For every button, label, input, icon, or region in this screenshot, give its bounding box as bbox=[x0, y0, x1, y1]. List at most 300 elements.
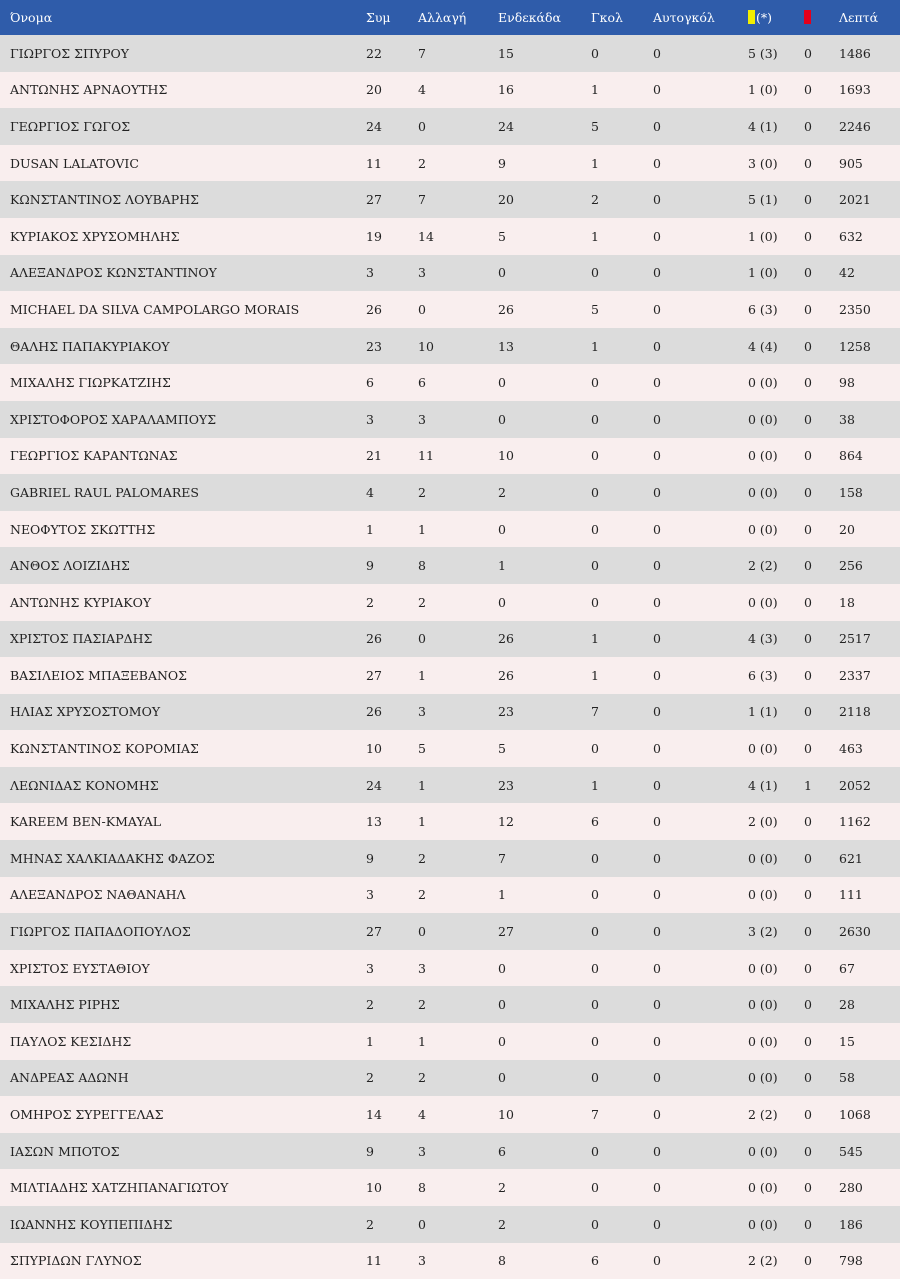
table-row bbox=[0, 1096, 900, 1133]
starting-cell: 2 bbox=[498, 484, 506, 500]
red-cards-cell: 0 bbox=[804, 45, 812, 61]
substitutions-cell: 3 bbox=[418, 1143, 426, 1159]
appearances-cell: 10 bbox=[366, 1180, 382, 1196]
starting-cell: 1 bbox=[498, 558, 506, 574]
substitutions-cell: 2 bbox=[418, 1070, 426, 1086]
red-cards-cell: 0 bbox=[804, 448, 812, 464]
appearances-cell: 20 bbox=[366, 82, 382, 98]
starting-cell: 5 bbox=[498, 741, 506, 757]
substitutions-cell: 0 bbox=[418, 301, 426, 317]
starting-cell: 6 bbox=[498, 1143, 506, 1159]
col-header-sub[interactable]: Αλλαγή bbox=[418, 10, 467, 25]
goals-cell: 0 bbox=[591, 1070, 599, 1086]
substitutions-cell: 2 bbox=[418, 155, 426, 171]
player-name[interactable]: ΟΜΗΡΟΣ ΣΥΡΕΓΓΕΛΑΣ bbox=[10, 1107, 164, 1123]
substitutions-cell: 7 bbox=[418, 192, 426, 208]
starting-cell: 9 bbox=[498, 155, 506, 171]
table-row bbox=[0, 657, 900, 694]
own-goals-cell: 0 bbox=[653, 960, 661, 976]
starting-cell: 0 bbox=[498, 265, 506, 281]
goals-cell: 0 bbox=[591, 448, 599, 464]
player-name[interactable]: ΓΕΩΡΓΙΟΣ ΓΩΓΟΣ bbox=[10, 118, 131, 134]
red-cards-cell: 0 bbox=[804, 338, 812, 354]
player-name[interactable]: GABRIEL RAUL PALOMARES bbox=[10, 484, 199, 500]
minutes-cell: 20 bbox=[839, 521, 855, 537]
own-goals-cell: 0 bbox=[653, 45, 661, 61]
substitutions-cell: 1 bbox=[418, 667, 426, 683]
table-row bbox=[0, 877, 900, 914]
table-row bbox=[0, 1023, 900, 1060]
player-name[interactable]: ΓΙΩΡΓΟΣ ΠΑΠΑΔΟΠΟΥΛΟΣ bbox=[10, 924, 191, 940]
table-row bbox=[0, 145, 900, 182]
player-name[interactable]: ΒΑΣΙΛΕΙΟΣ ΜΠΑΞΕΒΑΝΟΣ bbox=[10, 667, 188, 683]
player-name[interactable]: ΚΩΝΣΤΑΝΤΙΝΟΣ ΛΟΥΒΑΡΗΣ bbox=[10, 192, 199, 208]
player-name[interactable]: ΚΥΡΙΑΚΟΣ ΧΡΥΣΟΜΗΛΗΣ bbox=[10, 228, 180, 244]
minutes-cell: 1693 bbox=[839, 82, 871, 98]
player-name[interactable]: ΓΕΩΡΓΙΟΣ ΚΑΡΑΝΤΩΝΑΣ bbox=[10, 448, 178, 464]
goals-cell: 1 bbox=[591, 82, 599, 98]
table-row bbox=[0, 401, 900, 438]
yellow-cards-cell: 0 (0) bbox=[748, 375, 778, 391]
player-name[interactable]: ΧΡΙΣΤΟΣ ΕΥΣΤΑΘΙΟΥ bbox=[10, 960, 150, 976]
red-cards-cell: 0 bbox=[804, 704, 812, 720]
yellow-cards-cell: 0 (0) bbox=[748, 997, 778, 1013]
starting-cell: 24 bbox=[498, 118, 514, 134]
table-row bbox=[0, 621, 900, 658]
goals-cell: 0 bbox=[591, 1216, 599, 1232]
minutes-cell: 2118 bbox=[839, 704, 871, 720]
goals-cell: 0 bbox=[591, 265, 599, 281]
minutes-cell: 2246 bbox=[839, 118, 871, 134]
minutes-cell: 42 bbox=[839, 265, 855, 281]
appearances-cell: 9 bbox=[366, 1143, 374, 1159]
own-goals-cell: 0 bbox=[653, 521, 661, 537]
table-row bbox=[0, 181, 900, 218]
own-goals-cell: 0 bbox=[653, 338, 661, 354]
col-header-own-goals[interactable]: Αυτογκόλ bbox=[653, 10, 715, 25]
appearances-cell: 23 bbox=[366, 338, 382, 354]
appearances-cell: 10 bbox=[366, 741, 382, 757]
goals-cell: 0 bbox=[591, 45, 599, 61]
minutes-cell: 2630 bbox=[839, 924, 871, 940]
table-row bbox=[0, 803, 900, 840]
red-cards-cell: 0 bbox=[804, 887, 812, 903]
yellow-cards-cell: 2 (0) bbox=[748, 814, 778, 830]
appearances-cell: 2 bbox=[366, 594, 374, 610]
minutes-cell: 18 bbox=[839, 594, 855, 610]
appearances-cell: 6 bbox=[366, 375, 374, 391]
player-name[interactable]: ΑΝΤΩΝΗΣ ΑΡΝΑΟΥΤΗΣ bbox=[10, 82, 168, 98]
red-cards-cell: 0 bbox=[804, 741, 812, 757]
player-name[interactable]: ΓΙΩΡΓΟΣ ΣΠΥΡΟΥ bbox=[10, 45, 130, 61]
red-cards-cell: 0 bbox=[804, 484, 812, 500]
substitutions-cell: 11 bbox=[418, 448, 434, 464]
substitutions-cell: 8 bbox=[418, 558, 426, 574]
table-row bbox=[0, 694, 900, 731]
yellow-cards-cell: 1 (0) bbox=[748, 82, 778, 98]
starting-cell: 10 bbox=[498, 1107, 514, 1123]
goals-cell: 1 bbox=[591, 777, 599, 793]
appearances-cell: 9 bbox=[366, 558, 374, 574]
minutes-cell: 905 bbox=[839, 155, 863, 171]
yellow-cards-cell: 0 (0) bbox=[748, 521, 778, 537]
minutes-cell: 58 bbox=[839, 1070, 855, 1086]
starting-cell: 13 bbox=[498, 338, 514, 354]
substitutions-cell: 2 bbox=[418, 484, 426, 500]
goals-cell: 0 bbox=[591, 1033, 599, 1049]
starting-cell: 26 bbox=[498, 667, 514, 683]
own-goals-cell: 0 bbox=[653, 814, 661, 830]
yellow-cards-cell: 0 (0) bbox=[748, 1180, 778, 1196]
own-goals-cell: 0 bbox=[653, 777, 661, 793]
player-name[interactable]: ΑΛΕΞΑΝΔΡΟΣ ΚΩΝΣΤΑΝΤΙΝΟΥ bbox=[10, 265, 217, 281]
table-row bbox=[0, 547, 900, 584]
table-row bbox=[0, 1206, 900, 1243]
yellow-cards-cell: 2 (2) bbox=[748, 1253, 778, 1269]
substitutions-cell: 3 bbox=[418, 411, 426, 427]
player-name[interactable]: ΜΙΧΑΛΗΣ ΡΙΡΗΣ bbox=[10, 997, 120, 1013]
appearances-cell: 3 bbox=[366, 960, 374, 976]
own-goals-cell: 0 bbox=[653, 594, 661, 610]
player-name[interactable]: ΜΗΝΑΣ ΧΑΛΚΙΑΔΑΚΗΣ ΦΑΖΟΣ bbox=[10, 850, 215, 866]
substitutions-cell: 1 bbox=[418, 1033, 426, 1049]
own-goals-cell: 0 bbox=[653, 1033, 661, 1049]
red-cards-cell: 0 bbox=[804, 960, 812, 976]
red-cards-cell: 0 bbox=[804, 997, 812, 1013]
red-cards-cell: 0 bbox=[804, 850, 812, 866]
appearances-cell: 3 bbox=[366, 411, 374, 427]
yellow-card-note: (*) bbox=[756, 10, 773, 25]
goals-cell: 0 bbox=[591, 594, 599, 610]
goals-cell: 0 bbox=[591, 850, 599, 866]
appearances-cell: 3 bbox=[366, 887, 374, 903]
table-row bbox=[0, 511, 900, 548]
starting-cell: 0 bbox=[498, 375, 506, 391]
col-header-red-cards[interactable] bbox=[804, 0, 839, 35]
starting-cell: 5 bbox=[498, 228, 506, 244]
table-row bbox=[0, 1060, 900, 1097]
starting-cell: 2 bbox=[498, 1216, 506, 1232]
table-row bbox=[0, 474, 900, 511]
own-goals-cell: 0 bbox=[653, 228, 661, 244]
goals-cell: 1 bbox=[591, 667, 599, 683]
appearances-cell: 2 bbox=[366, 1070, 374, 1086]
red-cards-cell: 0 bbox=[804, 1143, 812, 1159]
goals-cell: 0 bbox=[591, 924, 599, 940]
col-header-starting[interactable]: Ενδεκάδα bbox=[498, 10, 561, 25]
col-header-name[interactable]: Όνομα bbox=[10, 10, 53, 25]
own-goals-cell: 0 bbox=[653, 1107, 661, 1123]
substitutions-cell: 10 bbox=[418, 338, 434, 354]
player-name[interactable]: ΗΛΙΑΣ ΧΡΥΣΟΣΤΟΜΟΥ bbox=[10, 704, 161, 720]
red-cards-cell: 0 bbox=[804, 814, 812, 830]
substitutions-cell: 0 bbox=[418, 118, 426, 134]
appearances-cell: 1 bbox=[366, 1033, 374, 1049]
starting-cell: 0 bbox=[498, 997, 506, 1013]
player-name[interactable]: ΚΩΝΣΤΑΝΤΙΝΟΣ ΚΟΡΟΜΙΑΣ bbox=[10, 741, 199, 757]
player-name[interactable]: ΑΝΔΡΕΑΣ ΑΔΩΝΗ bbox=[10, 1070, 129, 1086]
red-cards-cell: 0 bbox=[804, 192, 812, 208]
table-row bbox=[0, 913, 900, 950]
player-name[interactable]: ΑΛΕΞΑΝΔΡΟΣ ΝΑΘΑΝΑΗΛ bbox=[10, 887, 186, 903]
player-name[interactable]: MICHAEL DA SILVA CAMPOLARGO MORAIS bbox=[10, 301, 300, 317]
minutes-cell: 463 bbox=[839, 741, 863, 757]
appearances-cell: 14 bbox=[366, 1107, 382, 1123]
player-name[interactable]: KAREEM BEN-KMAYAL bbox=[10, 814, 162, 830]
red-cards-cell: 0 bbox=[804, 155, 812, 171]
player-name[interactable]: ΙΩΑΝΝΗΣ ΚΟΥΠΕΠΙΔΗΣ bbox=[10, 1216, 173, 1232]
table-row bbox=[0, 1243, 900, 1279]
yellow-cards-cell: 0 (0) bbox=[748, 1143, 778, 1159]
substitutions-cell: 7 bbox=[418, 45, 426, 61]
yellow-cards-cell: 0 (0) bbox=[748, 484, 778, 500]
own-goals-cell: 0 bbox=[653, 448, 661, 464]
player-name[interactable]: ΑΝΘΟΣ ΛΟΙΖΙΔΗΣ bbox=[10, 558, 130, 574]
appearances-cell: 27 bbox=[366, 667, 382, 683]
own-goals-cell: 0 bbox=[653, 741, 661, 757]
col-header-yellow-cards[interactable] bbox=[748, 0, 804, 35]
minutes-cell: 38 bbox=[839, 411, 855, 427]
red-cards-cell: 0 bbox=[804, 301, 812, 317]
starting-cell: 20 bbox=[498, 192, 514, 208]
yellow-cards-cell: 1 (0) bbox=[748, 265, 778, 281]
starting-cell: 10 bbox=[498, 448, 514, 464]
goals-cell: 5 bbox=[591, 118, 599, 134]
minutes-cell: 2517 bbox=[839, 631, 871, 647]
col-header-minutes[interactable]: Λεπτά bbox=[839, 10, 879, 25]
red-cards-cell: 1 bbox=[804, 777, 812, 793]
yellow-cards-cell: 4 (1) bbox=[748, 777, 778, 793]
appearances-cell: 27 bbox=[366, 924, 382, 940]
red-cards-cell: 0 bbox=[804, 1033, 812, 1049]
player-name[interactable]: ΘΑΛΗΣ ΠΑΠΑΚΥΡΙΑΚΟΥ bbox=[10, 338, 170, 354]
player-name[interactable]: ΣΠΥΡΙΔΩΝ ΓΛΥΝΟΣ bbox=[10, 1253, 142, 1269]
minutes-cell: 1068 bbox=[839, 1107, 871, 1123]
player-name[interactable]: DUSAN LALATOVIC bbox=[10, 155, 139, 171]
minutes-cell: 545 bbox=[839, 1143, 863, 1159]
substitutions-cell: 3 bbox=[418, 960, 426, 976]
appearances-cell: 24 bbox=[366, 777, 382, 793]
own-goals-cell: 0 bbox=[653, 192, 661, 208]
goals-cell: 7 bbox=[591, 1107, 599, 1123]
appearances-cell: 13 bbox=[366, 814, 382, 830]
goals-cell: 0 bbox=[591, 1143, 599, 1159]
appearances-cell: 26 bbox=[366, 301, 382, 317]
substitutions-cell: 2 bbox=[418, 850, 426, 866]
yellow-cards-cell: 0 (0) bbox=[748, 1070, 778, 1086]
player-name[interactable]: ΜΙΧΑΛΗΣ ΓΙΩΡΚΑΤΖΙΗΣ bbox=[10, 375, 171, 391]
starting-cell: 27 bbox=[498, 924, 514, 940]
own-goals-cell: 0 bbox=[653, 155, 661, 171]
player-name[interactable]: ΑΝΤΩΝΗΣ ΚΥΡΙΑΚΟΥ bbox=[10, 594, 152, 610]
table-body bbox=[0, 35, 900, 1279]
minutes-cell: 2052 bbox=[839, 777, 871, 793]
table-row bbox=[0, 1169, 900, 1206]
table-row bbox=[0, 328, 900, 365]
player-name[interactable]: ΧΡΙΣΤΟΣ ΠΑΣΙΑΡΔΗΣ bbox=[10, 631, 153, 647]
minutes-cell: 632 bbox=[839, 228, 863, 244]
player-name[interactable]: ΜΙΛΤΙΑΔΗΣ ΧΑΤΖΗΠΑΝΑΓΙΩΤΟΥ bbox=[10, 1180, 229, 1196]
substitutions-cell: 4 bbox=[418, 1107, 426, 1123]
substitutions-cell: 4 bbox=[418, 82, 426, 98]
appearances-cell: 26 bbox=[366, 704, 382, 720]
red-cards-cell: 0 bbox=[804, 1216, 812, 1232]
minutes-cell: 1258 bbox=[839, 338, 871, 354]
minutes-cell: 2337 bbox=[839, 667, 871, 683]
goals-cell: 6 bbox=[591, 1253, 599, 1269]
yellow-cards-cell: 0 (0) bbox=[748, 741, 778, 757]
table-header bbox=[0, 0, 900, 35]
substitutions-cell: 1 bbox=[418, 521, 426, 537]
table-row bbox=[0, 108, 900, 145]
substitutions-cell: 3 bbox=[418, 1253, 426, 1269]
own-goals-cell: 0 bbox=[653, 118, 661, 134]
yellow-cards-cell: 3 (0) bbox=[748, 155, 778, 171]
starting-cell: 0 bbox=[498, 411, 506, 427]
goals-cell: 1 bbox=[591, 155, 599, 171]
minutes-cell: 1486 bbox=[839, 45, 871, 61]
red-cards-cell: 0 bbox=[804, 558, 812, 574]
appearances-cell: 11 bbox=[366, 1253, 382, 1269]
red-cards-cell: 0 bbox=[804, 631, 812, 647]
table-row bbox=[0, 364, 900, 401]
goals-cell: 0 bbox=[591, 997, 599, 1013]
minutes-cell: 158 bbox=[839, 484, 863, 500]
substitutions-cell: 2 bbox=[418, 997, 426, 1013]
goals-cell: 7 bbox=[591, 704, 599, 720]
goals-cell: 6 bbox=[591, 814, 599, 830]
yellow-cards-cell: 0 (0) bbox=[748, 594, 778, 610]
col-header-goals[interactable]: Γκολ bbox=[591, 10, 623, 25]
minutes-cell: 67 bbox=[839, 960, 855, 976]
red-card-icon bbox=[804, 10, 811, 24]
table-row bbox=[0, 840, 900, 877]
starting-cell: 16 bbox=[498, 82, 514, 98]
minutes-cell: 1162 bbox=[839, 814, 871, 830]
goals-cell: 0 bbox=[591, 484, 599, 500]
player-name[interactable]: ΛΕΩΝΙΔΑΣ ΚΟΝΟΜΗΣ bbox=[10, 777, 159, 793]
goals-cell: 0 bbox=[591, 411, 599, 427]
yellow-cards-cell: 5 (3) bbox=[748, 45, 778, 61]
minutes-cell: 621 bbox=[839, 850, 863, 866]
appearances-cell: 1 bbox=[366, 521, 374, 537]
substitutions-cell: 3 bbox=[418, 704, 426, 720]
starting-cell: 0 bbox=[498, 1070, 506, 1086]
starting-cell: 23 bbox=[498, 777, 514, 793]
col-header-apps[interactable]: Συμ bbox=[366, 10, 391, 25]
starting-cell: 2 bbox=[498, 1180, 506, 1196]
player-name[interactable]: ΙΑΣΩΝ ΜΠΟΤΟΣ bbox=[10, 1143, 120, 1159]
table-row bbox=[0, 72, 900, 109]
appearances-cell: 2 bbox=[366, 1216, 374, 1232]
goals-cell: 1 bbox=[591, 228, 599, 244]
player-name[interactable]: ΠΑΥΛΟΣ ΚΕΣΙΔΗΣ bbox=[10, 1033, 132, 1049]
red-cards-cell: 0 bbox=[804, 1107, 812, 1123]
yellow-cards-cell: 0 (0) bbox=[748, 850, 778, 866]
header-row bbox=[0, 0, 900, 35]
table-row bbox=[0, 584, 900, 621]
table-row bbox=[0, 218, 900, 255]
table-row bbox=[0, 767, 900, 804]
own-goals-cell: 0 bbox=[653, 82, 661, 98]
table-row bbox=[0, 986, 900, 1023]
own-goals-cell: 0 bbox=[653, 1216, 661, 1232]
yellow-cards-cell: 6 (3) bbox=[748, 667, 778, 683]
red-cards-cell: 0 bbox=[804, 411, 812, 427]
starting-cell: 0 bbox=[498, 1033, 506, 1049]
own-goals-cell: 0 bbox=[653, 667, 661, 683]
goals-cell: 1 bbox=[591, 338, 599, 354]
starting-cell: 23 bbox=[498, 704, 514, 720]
yellow-cards-cell: 4 (4) bbox=[748, 338, 778, 354]
table-row bbox=[0, 35, 900, 72]
goals-cell: 0 bbox=[591, 521, 599, 537]
appearances-cell: 27 bbox=[366, 192, 382, 208]
red-cards-cell: 0 bbox=[804, 82, 812, 98]
table-row bbox=[0, 950, 900, 987]
yellow-cards-cell: 4 (3) bbox=[748, 631, 778, 647]
red-cards-cell: 0 bbox=[804, 1070, 812, 1086]
own-goals-cell: 0 bbox=[653, 558, 661, 574]
appearances-cell: 19 bbox=[366, 228, 382, 244]
yellow-cards-cell: 0 (0) bbox=[748, 1033, 778, 1049]
own-goals-cell: 0 bbox=[653, 1070, 661, 1086]
player-name[interactable]: ΧΡΙΣΤΟΦΟΡΟΣ ΧΑΡΑΛΑΜΠΟΥΣ bbox=[10, 411, 217, 427]
minutes-cell: 798 bbox=[839, 1253, 863, 1269]
appearances-cell: 9 bbox=[366, 850, 374, 866]
appearances-cell: 3 bbox=[366, 265, 374, 281]
player-name[interactable]: ΝΕΟΦΥΤΟΣ ΣΚΩΤΤΗΣ bbox=[10, 521, 156, 537]
substitutions-cell: 0 bbox=[418, 1216, 426, 1232]
yellow-cards-cell: 0 (0) bbox=[748, 411, 778, 427]
red-cards-cell: 0 bbox=[804, 1180, 812, 1196]
starting-cell: 7 bbox=[498, 850, 506, 866]
table-row bbox=[0, 730, 900, 767]
substitutions-cell: 14 bbox=[418, 228, 434, 244]
own-goals-cell: 0 bbox=[653, 265, 661, 281]
substitutions-cell: 8 bbox=[418, 1180, 426, 1196]
appearances-cell: 2 bbox=[366, 997, 374, 1013]
substitutions-cell: 1 bbox=[418, 777, 426, 793]
red-cards-cell: 0 bbox=[804, 1253, 812, 1269]
minutes-cell: 2021 bbox=[839, 192, 871, 208]
starting-cell: 12 bbox=[498, 814, 514, 830]
own-goals-cell: 0 bbox=[653, 924, 661, 940]
goals-cell: 1 bbox=[591, 631, 599, 647]
starting-cell: 1 bbox=[498, 887, 506, 903]
red-cards-cell: 0 bbox=[804, 228, 812, 244]
substitutions-cell: 3 bbox=[418, 265, 426, 281]
appearances-cell: 21 bbox=[366, 448, 382, 464]
minutes-cell: 111 bbox=[839, 887, 863, 903]
minutes-cell: 864 bbox=[839, 448, 863, 464]
yellow-cards-cell: 1 (0) bbox=[748, 228, 778, 244]
substitutions-cell: 2 bbox=[418, 594, 426, 610]
starting-cell: 26 bbox=[498, 631, 514, 647]
red-cards-cell: 0 bbox=[804, 265, 812, 281]
goals-cell: 0 bbox=[591, 741, 599, 757]
minutes-cell: 2350 bbox=[839, 301, 871, 317]
yellow-cards-cell: 2 (2) bbox=[748, 558, 778, 574]
own-goals-cell: 0 bbox=[653, 1143, 661, 1159]
goals-cell: 0 bbox=[591, 558, 599, 574]
appearances-cell: 22 bbox=[366, 45, 382, 61]
goals-cell: 5 bbox=[591, 301, 599, 317]
own-goals-cell: 0 bbox=[653, 1253, 661, 1269]
yellow-cards-cell: 2 (2) bbox=[748, 1107, 778, 1123]
appearances-cell: 11 bbox=[366, 155, 382, 171]
starting-cell: 0 bbox=[498, 521, 506, 537]
